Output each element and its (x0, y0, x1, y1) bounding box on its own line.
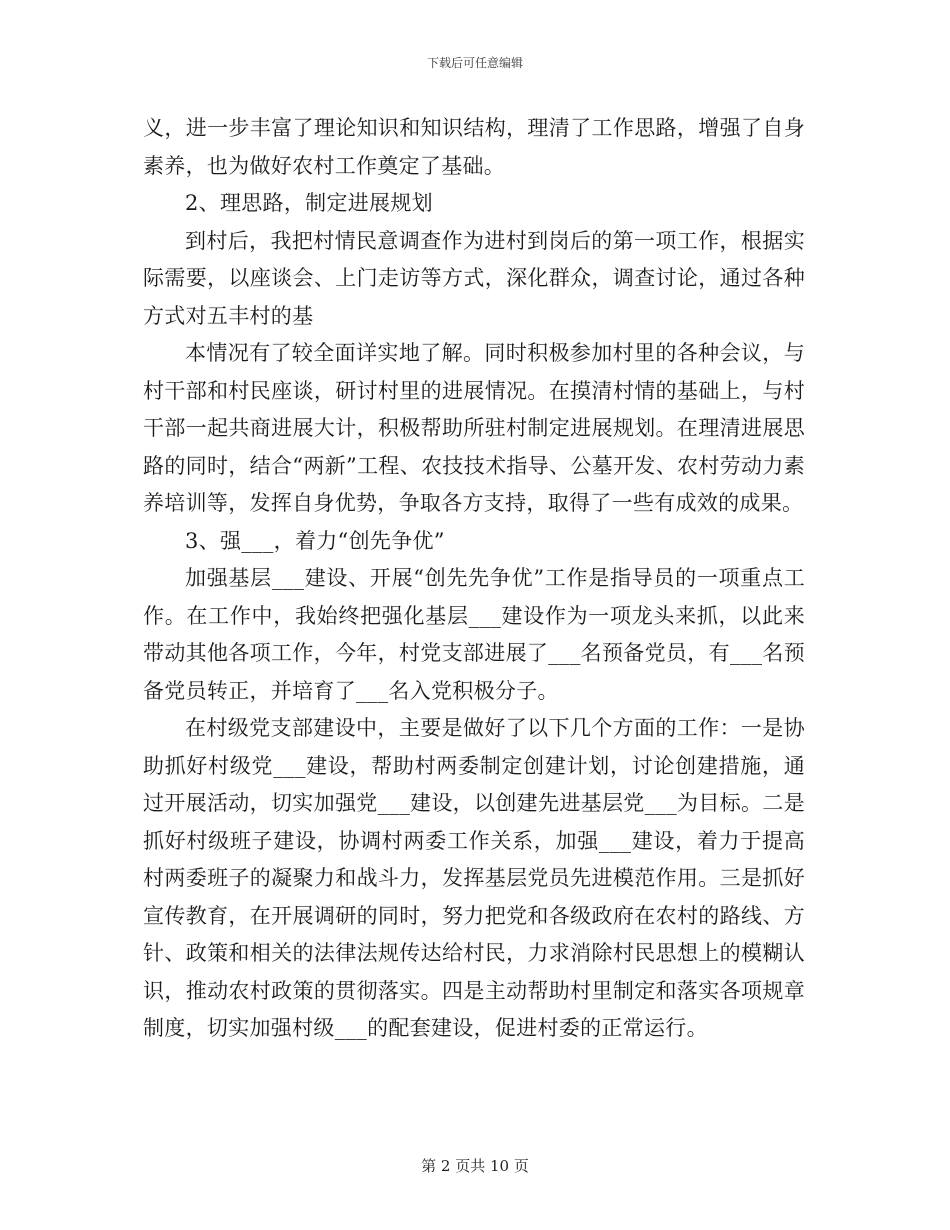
paragraph-village-planning: 本情况有了较全面详实地了解。同时积极参加村里的各种会议，与村干部和村民座谈，研讨村里的进展情况。在摸清村情的基础上，与村干部一起共商进展大计，积极帮助所驻村制定进展规划。在理清进展思路的同时，结合“两新”工程、农技技术指导、公墓开发、农村劳动力素养培训等，发挥自身优势，争取各方支持，取得了一些有成效的成果。 (143, 341, 805, 515)
paragraph-branch-construction: 在村级党支部建设中，主要是做好了以下几个方面的工作：一是协助抓好村级党___建设，帮助村两委制定创建计划，讨论创建措施，通过开展活动，切实加强党___建设，以创建先进基层党___为目标。二是抓好村级班子建设，协调村两委工作关系，加强___建设，着力于提高村两委班子的凝聚力和战斗力，发挥基层党员先进模范作用。三是抓好宣传教育，在开展调研的同时，努力把党和各级政府在农村的路线、方针、政策和相关的法律法规传达给村民，力求消除村民思想上的模糊认识，推动农村政策的贯彻落实。四是主动帮助村里制定和落实各项规章制度，切实加强村级___的配套建设，促进村委的正常运行。 (143, 716, 805, 1040)
document-body (143, 110, 805, 1048)
section-heading-3: 3、强___，着力“创先争优” (185, 528, 445, 553)
page-header: 下载后可任意编辑 (426, 56, 523, 70)
section-heading-2: 2、理思路，制定进展规划 (185, 191, 433, 215)
paragraph-continuation: 义，进一步丰富了理论知识和知识结构，理清了工作思路，增强了自身素养，也为做好农村工作奠定了基础。 (143, 116, 805, 178)
paragraph-party-building: 加强基层___建设、开展“创先先争优”工作是指导员的一项重点工作。在工作中，我始终把强化基层___建设作为一项龙头来抓，以此来带动其他各项工作，今年，村党支部进展了___名预备党员，有___名预备党员转正，并培育了___名入党积极分子。 (143, 566, 805, 703)
paragraph-village-survey: 到村后，我把村情民意调查作为进村到岗后的第一项工作，根据实际需要，以座谈会、上门走访等方式，深化群众，调查讨论，通过各种方式对五丰村的基 (143, 228, 805, 328)
page-number-footer: 第 2 页共 10 页 (421, 1157, 529, 1175)
